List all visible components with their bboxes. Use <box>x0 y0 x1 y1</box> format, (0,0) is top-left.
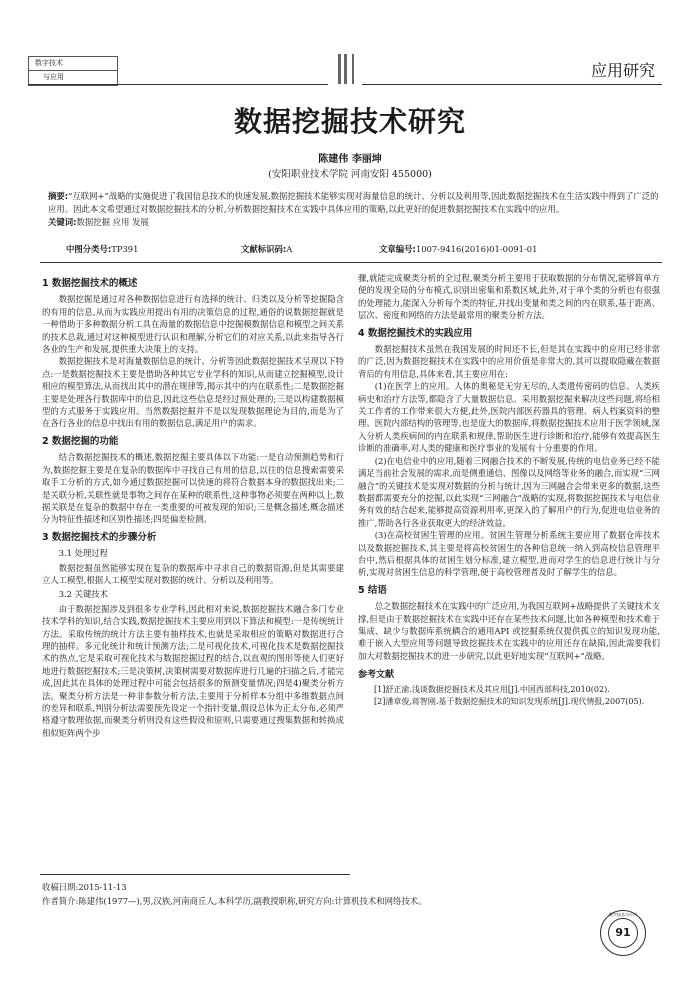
reference-2: [2]潘章俊,蒋智刚.基于数据挖掘技术的知识发现系统[J].现代情报,2007(05). <box>374 696 645 706</box>
page-number-seal <box>600 910 646 956</box>
article-no-value: 1007-9416(2016)01-0091-01 <box>415 244 538 254</box>
section-2-paragraph-1: 结合数据挖掘技术的概述,数据挖掘主要具体以下功能:一是自动预测趋势和行为,数据挖掘主要是在复杂的数据库中寻找自己有用的信息,以往的信息搜索需要采取手工分析的方式,如今通过数据挖掘可以快速的将符合数据本身的数据找出来;二是关联分析,关联性就是事物之间存在某种的联系性,这种事物必须要在两种以上,数据关联是在复杂的数据中存在一类重要的可被发现的知识;三是概念描述,概念描述分为特征性描述和区别性描述;四是偏差检测。 <box>42 452 344 525</box>
journal-logo <box>28 56 118 86</box>
section-3-paragraph-1: 数据挖掘虽然能够实现在复杂的数据库中寻求自己的数据资源,但是其需要建立人工模型,根据人工模型实现对数据的统计、分析以及利用等。 <box>42 562 344 585</box>
references-title: 参考文献 <box>358 670 395 681</box>
article-affiliation: (安阳职业技术学院 河南安阳 455000) <box>268 169 432 180</box>
section-1-title: 1 数据挖掘技术的概述 <box>42 278 138 289</box>
abstract-label: 摘要: <box>48 191 69 201</box>
received-date: 收稿日期:2015-11-13 <box>42 882 127 892</box>
section-5-title: 5 结语 <box>358 584 387 596</box>
meta-rule <box>40 262 662 263</box>
seal-ring-text: 数字技术与应用 <box>609 912 637 917</box>
section-name: 应用研究 <box>590 61 655 80</box>
clc-label: 中图分类号: <box>66 244 112 254</box>
clc-value: TP391 <box>111 244 139 254</box>
section-3-paragraph-2: 由于数据挖掘涉及到很多专业学科,因此相对来说,数据挖掘技术融合多门专业技术学科的知识,结合实践,数据挖掘技术主要应用到以下算法和模型:一是传统统计方法。采取传统的统计方法主要有抽样技术,也就是采取相应的策略对数据进行合理的抽样。多元化统计和统计预测方法;二是可视化技术,可视化技术是数据挖掘技术的热点,它是采取可视化技术与数据挖掘过程的结合,以直观的图形等使人们更好地进行数据挖掘技术;三是决策树,决策树需要对数据库进行几遍的扫描之后,才能完成,因此其在具体的处理过程中可能会包括很多的预测变量情况;四是4)聚类分析方法。聚类分析方法是一种非参数分析方法,主要用于分析样本分组中多维数据点间的差异和联系,判别分析法需要预先设定一个指针变量,假设总体为正太分布,必须严格遵守数理依据,而聚类分析则没有这些假设和原则,只需要通过搜集数据和转换成相似矩阵两个步 <box>42 603 344 738</box>
section-4-paragraph-1: 数据挖掘技术虽然在我国发展的时间还不长,但是其在实践中的应用已经非常的广泛,因为数据挖掘技术在实践中的应用价值是非常大的,其可以提取隐藏在数据背后的有用信息,具体来看,其主要应用在: <box>358 344 660 379</box>
doc-code-label: 文献标识码: <box>241 244 287 254</box>
section-3-title: 3 数据挖掘技术的步骤分析 <box>42 531 157 543</box>
section-4-paragraph-4: (3)在高校贫困生管理的应用。贫困生管理分析系统主要应用了数据仓库技术以及数据挖掘技术,其主要是将高校贫困生的各种信息统一纳入到高校信息管理平台中,然后根据具体的贫困生划分标准,建立模型,进而对学生的信息进行统计与分析,实现对贫困生信息的科学管理,便于高校管理者及时了解学生的信息。 <box>358 530 660 578</box>
header-rule-right <box>362 84 662 85</box>
author-bio: 作者简介:陈建伟(1977—),男,汉族,河南商丘人,本科学历,副教授职称,研究方向:计算机技术和网络技术。 <box>42 896 427 906</box>
section-1-paragraph-1: 数据挖掘是通过对各种数据信息进行有选择的统计、归类以及分析等挖掘隐含的有用的信息,从而为实践应用提出有用的决策信息的过程,通俗的说数据挖掘就是一种借助于多种数据分析工具在海量的数据信息中挖掘模数据信息和模型之间关系的技术总栽,通过对这种模型进行认识和理解,分析它们的对应关系,以此来指导各行各业的生产和发展,提供重大决策上的支持。 <box>42 294 344 355</box>
footer-notes <box>42 880 642 908</box>
article-authors: 陈建伟 李丽坤 <box>318 154 382 165</box>
abstract-block <box>48 190 660 229</box>
continued-paragraph: 骤,就能完成聚类分析的全过程,聚类分析主要用于获取数据的分布情况,能够简单方便的发现全局的分布模式,识别出密集和系数区域,此外,对于单个类的分析也有很强的处理能力,能深入分析每个类的特征,并找出变量和类之间的内在联系,基于距离、层次、密度和网络的方法是最常用的聚类分析方法。 <box>358 273 660 321</box>
keywords-label: 关键词: <box>48 217 77 227</box>
doc-code-value: A <box>286 244 293 254</box>
subsection-3-1-title: 3.1 处理过程 <box>58 548 108 559</box>
journal-logo-bottom: 与应用 <box>43 73 64 81</box>
journal-logo-top: 数字技术 <box>29 57 117 71</box>
footer-rule <box>40 874 350 875</box>
keywords-text: 数据挖掘 应用 发展 <box>76 217 149 227</box>
section-4-title: 4 数据挖掘技术的实践应用 <box>358 327 473 339</box>
section-4-paragraph-2: (1)在医学上的应用。人体的奥秘是无穷无尽的,人类遗传密码的信息、人类疾病史和治疗方法等,都隐含了大量数据信息。采用数据挖掘来解决这些问题,将给相关工作者的工作带来很大方便,此外,医院内部医药器具的管理、病人档案资料的整理、医院内部结构的管理等,也是庞大的数据库,将数据挖掘技术应用于医学领域,深入分析人类疾病间的内在联系和规律,帮助医生进行诊断和治疗,能够有效提高医生诊断的准确率,对人类的健康和医疗事业的发展有十分重要的作用。 <box>358 381 660 454</box>
section-4-paragraph-3: (2)在电信业中的应用,随着三网融合技术的不断发展,传统的电信业务已经不能满足当前社会发展的需求,而是侧重通信、图像以及网络等业务的融合,而实现“三网融合”的关键技术是实现对数据的分析与统计,因为三网融合会带来更多的数据,这些数据都需要充分的挖掘,以此实现“三网融合”战略的实现,将数据挖掘技术与电信业务有效的结合起来,能够提高资源利用率,更深入的了解用户的行为,促进电信业务的推广,帮助各行各业获取更大的经济效益。 <box>358 455 660 528</box>
reference-1: [1]舒正渝.浅谈数据挖掘技术及其应用[J].中国西部科技,2010(02). <box>374 684 610 694</box>
article-title: 数据挖掘技术研究 <box>233 105 466 138</box>
section-1-paragraph-2: 数据挖掘技术是对海量数据信息的统计、分析等因此数据挖掘技术呈现以下特点:一是数据挖掘技术主要是借助各种其它专业学科的知识,从而建立挖掘模型,设计相应的模型算法,从而找出其中的潜在规律等,揭示其中的内在联系性;二是数据挖掘主要是处理各行数据库中的信息,因此这些信息是经过预处理的;三是以构建数据模型的方式服务于实践应用。当然数据挖掘并不是以发现数据理论为目的,而是为了在各行各业的信息中找出有用的数据信息,满足用户的需求。 <box>42 356 344 429</box>
left-column <box>42 272 344 739</box>
section-5-paragraph-1: 总之数据挖掘技术在实践中的广泛应用,为我国互联网+战略提供了关键技术支撑,但是由于数据挖掘技术在实践中还存在某些技术问题,比如各种模型和技术难于集成、缺少与数据库系统耦合的通用API 或挖掘系统仅提供孤立的知识发现功能,难于嵌入大型应用等问题导致挖掘技术在实践中的应用还存在缺陷,因此需要我们加大对数据挖掘技术的进一步研究,以此更好地实现“互联网+”战略。 <box>358 601 660 661</box>
section-2-title: 2 数据挖掘的功能 <box>42 435 119 447</box>
subsection-3-2-title: 3.2 关键技术 <box>58 589 108 600</box>
article-no-label: 文章编号: <box>379 244 416 254</box>
right-column <box>358 272 660 708</box>
page-number: 91 <box>608 918 638 948</box>
abstract-text: “互联网+”战略的实施促进了我国信息技术的快速发展,数据挖掘技术能够实现对海量信息的统计、分析以及利用等,因此数据挖掘技术在生活实践中得到了广泛的应用。因此本文希望通过对数据挖掘技术的分析,分析数据挖掘技术在实践中具体应用的策略,以此更好的促进数据挖掘技术在实践中的应用。 <box>48 191 659 214</box>
header-rule-left <box>28 84 328 85</box>
header-bars-decoration <box>338 54 360 84</box>
page-header <box>0 0 700 90</box>
